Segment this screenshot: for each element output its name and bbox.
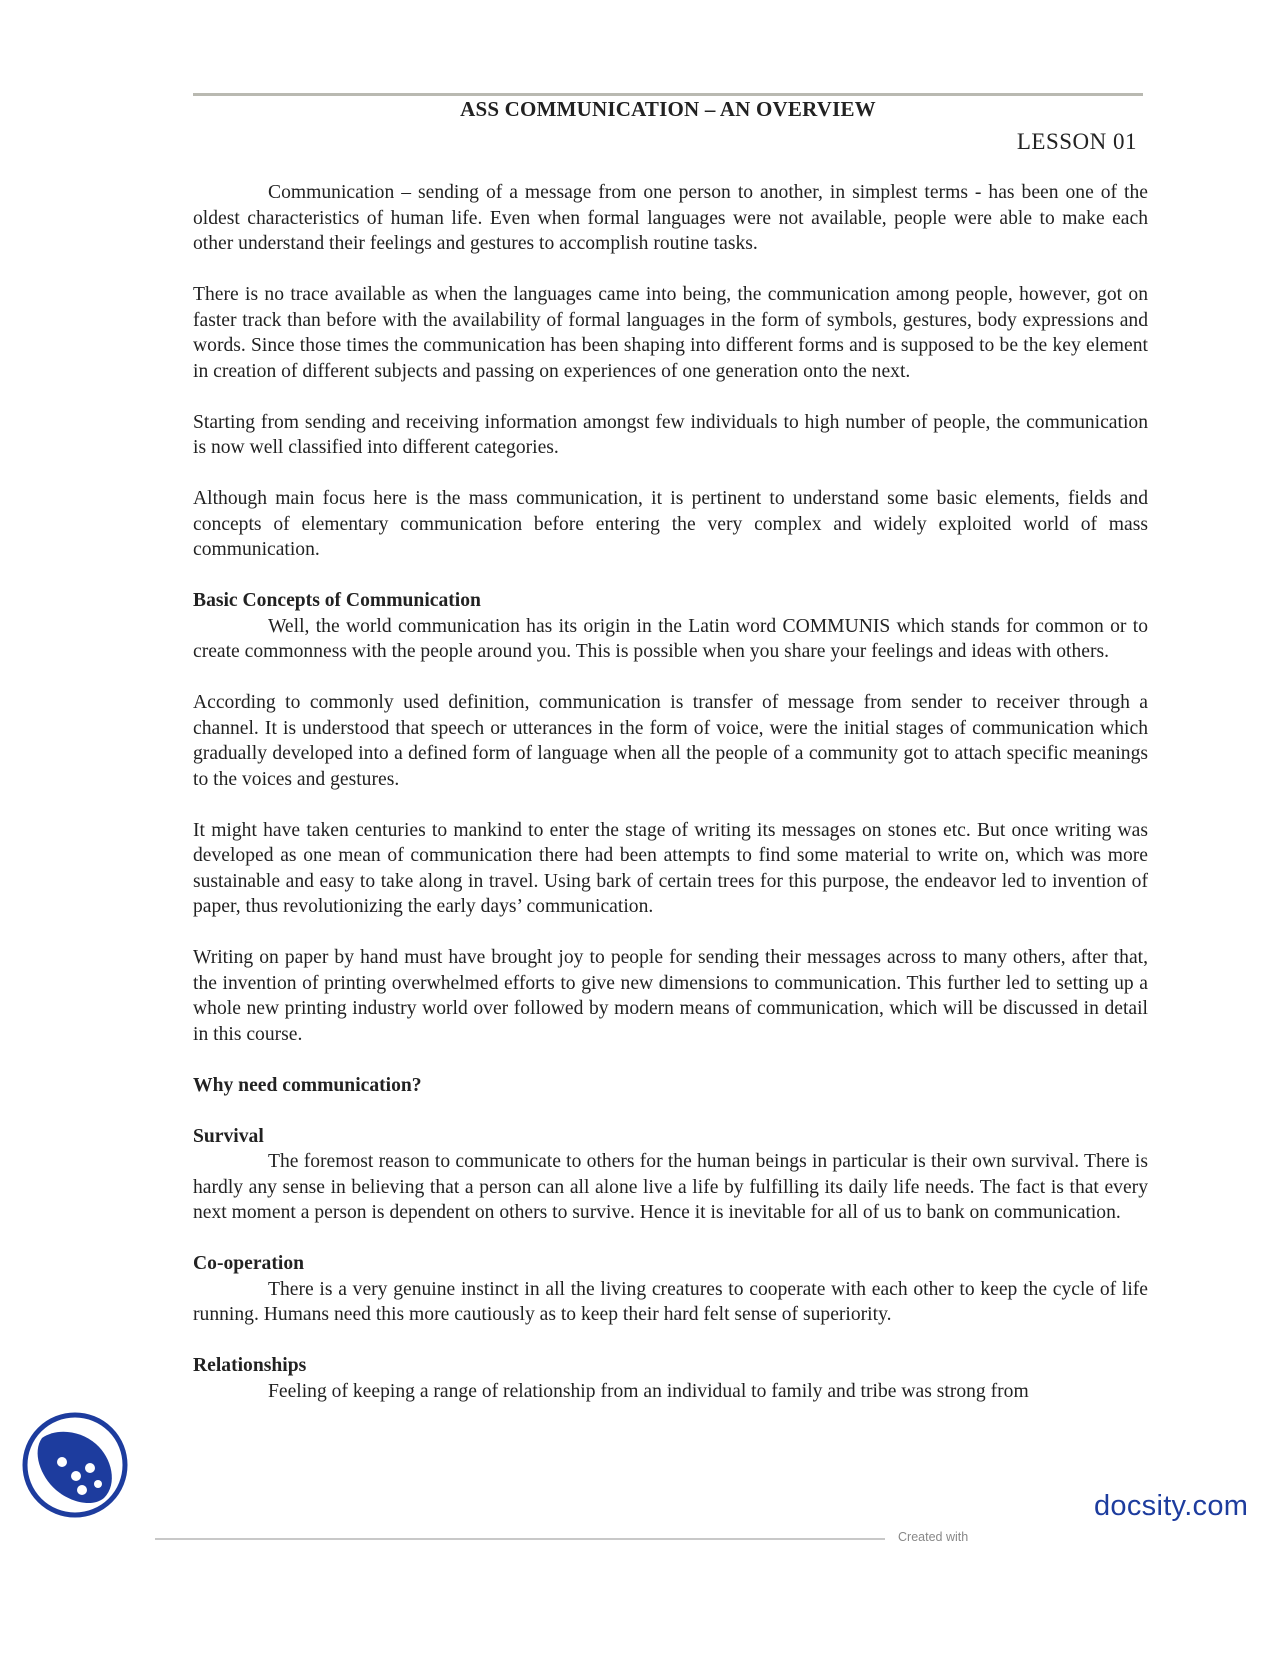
section-heading-why-need-communication: Why need communication? bbox=[193, 1074, 422, 1096]
paragraph: There is a very genuine instinct in all the living creatures to cooperate with each other to keep the cycle of life running. Humans need this more cautiously as to keep their hard felt sense of superiority. bbox=[193, 1278, 1148, 1325]
document-title: ASS COMMUNICATION – AN OVERVIEW bbox=[460, 97, 876, 121]
subsection-heading-survival: Survival bbox=[193, 1125, 264, 1147]
paragraph: The foremost reason to communicate to others for the human beings in particular is their own survival. There is hardly any sense in believing that a person can all alone live a life by fulfilling its daily life needs. The fact is that every next moment a person is dependent on others to survive. Hence it is inevitable for all of us to bank on communication. bbox=[193, 1151, 1148, 1223]
paragraph: Well, the world communication has its origin in the Latin word COMMUNIS which stands for common or to create commonness with the people around you. This is possible when you share your feelings and ideas with others. bbox=[193, 615, 1148, 662]
paragraph: There is no trace available as when the languages came into being, the communication among people, however, got on faster track than before with the availability of formal languages in the form of symbols, gestures, body expressions and words. Since those times the communication has been shaping into different forms and is supposed to be the key element in creation of different subjects and passing on experiences of one generation onto the next. bbox=[193, 284, 1148, 382]
subsection-heading-relationships: Relationships bbox=[193, 1355, 307, 1376]
lesson-number: LESSON 01 bbox=[1016, 129, 1137, 154]
paragraph: It might have taken centuries to mankind to enter the stage of writing its messages on stones etc. But once writing was developed as one mean of communication there had been attempts to find some material to write on, which was more sustainable and easy to take along in travel. Using bark of certain trees for this purpose, the endeavor led to invention of paper, thus revolutionizing the early days’ communication. bbox=[193, 819, 1148, 917]
brand-name[interactable]: docsity.com bbox=[1094, 1490, 1249, 1522]
section-heading-basic-concepts: Basic Concepts of Communication bbox=[193, 590, 481, 611]
paragraph: According to commonly used definition, communication is transfer of message from sender to receiver through a channel. It is understood that speech or utterances in the form of voice, were the initial stages of communication which gradually developed into a defined form of language when all the people of a community got to attach specific meanings to the voices and gestures. bbox=[193, 692, 1148, 790]
docsity-logo-icon[interactable] bbox=[20, 1410, 130, 1520]
created-with-label: Created with bbox=[898, 1530, 969, 1544]
paragraph: Feeling of keeping a range of relationship from an individual to family and tribe was strong from bbox=[268, 1380, 1029, 1402]
document-body bbox=[193, 180, 1148, 1430]
paragraph: Starting from sending and receiving information amongst few individuals to high number of people, the communication is now well classified into different categories. bbox=[193, 411, 1148, 458]
paragraph: Writing on paper by hand must have brought joy to people for sending their messages across to many others, after that, the invention of printing overwhelmed efforts to give new dimensions to communication. This further led to setting up a whole new printing industry world over followed by modern means of communication, which will be discussed in detail in this course. bbox=[193, 947, 1148, 1045]
paragraph: Although main focus here is the mass communication, it is pertinent to understand some basic elements, fields and concepts of elementary communication before entering the very complex and widely exploited world of mass communication. bbox=[193, 488, 1148, 560]
paragraph: Communication – sending of a message from one person to another, in simplest terms - has been one of the oldest characteristics of human life. Even when formal languages were not available, people were able to make each other understand their feelings and gestures to accomplish routine tasks. bbox=[193, 182, 1148, 254]
subsection-heading-cooperation: Co-operation bbox=[193, 1253, 305, 1274]
footer-rule bbox=[155, 1538, 885, 1540]
header-rule bbox=[193, 93, 1143, 96]
